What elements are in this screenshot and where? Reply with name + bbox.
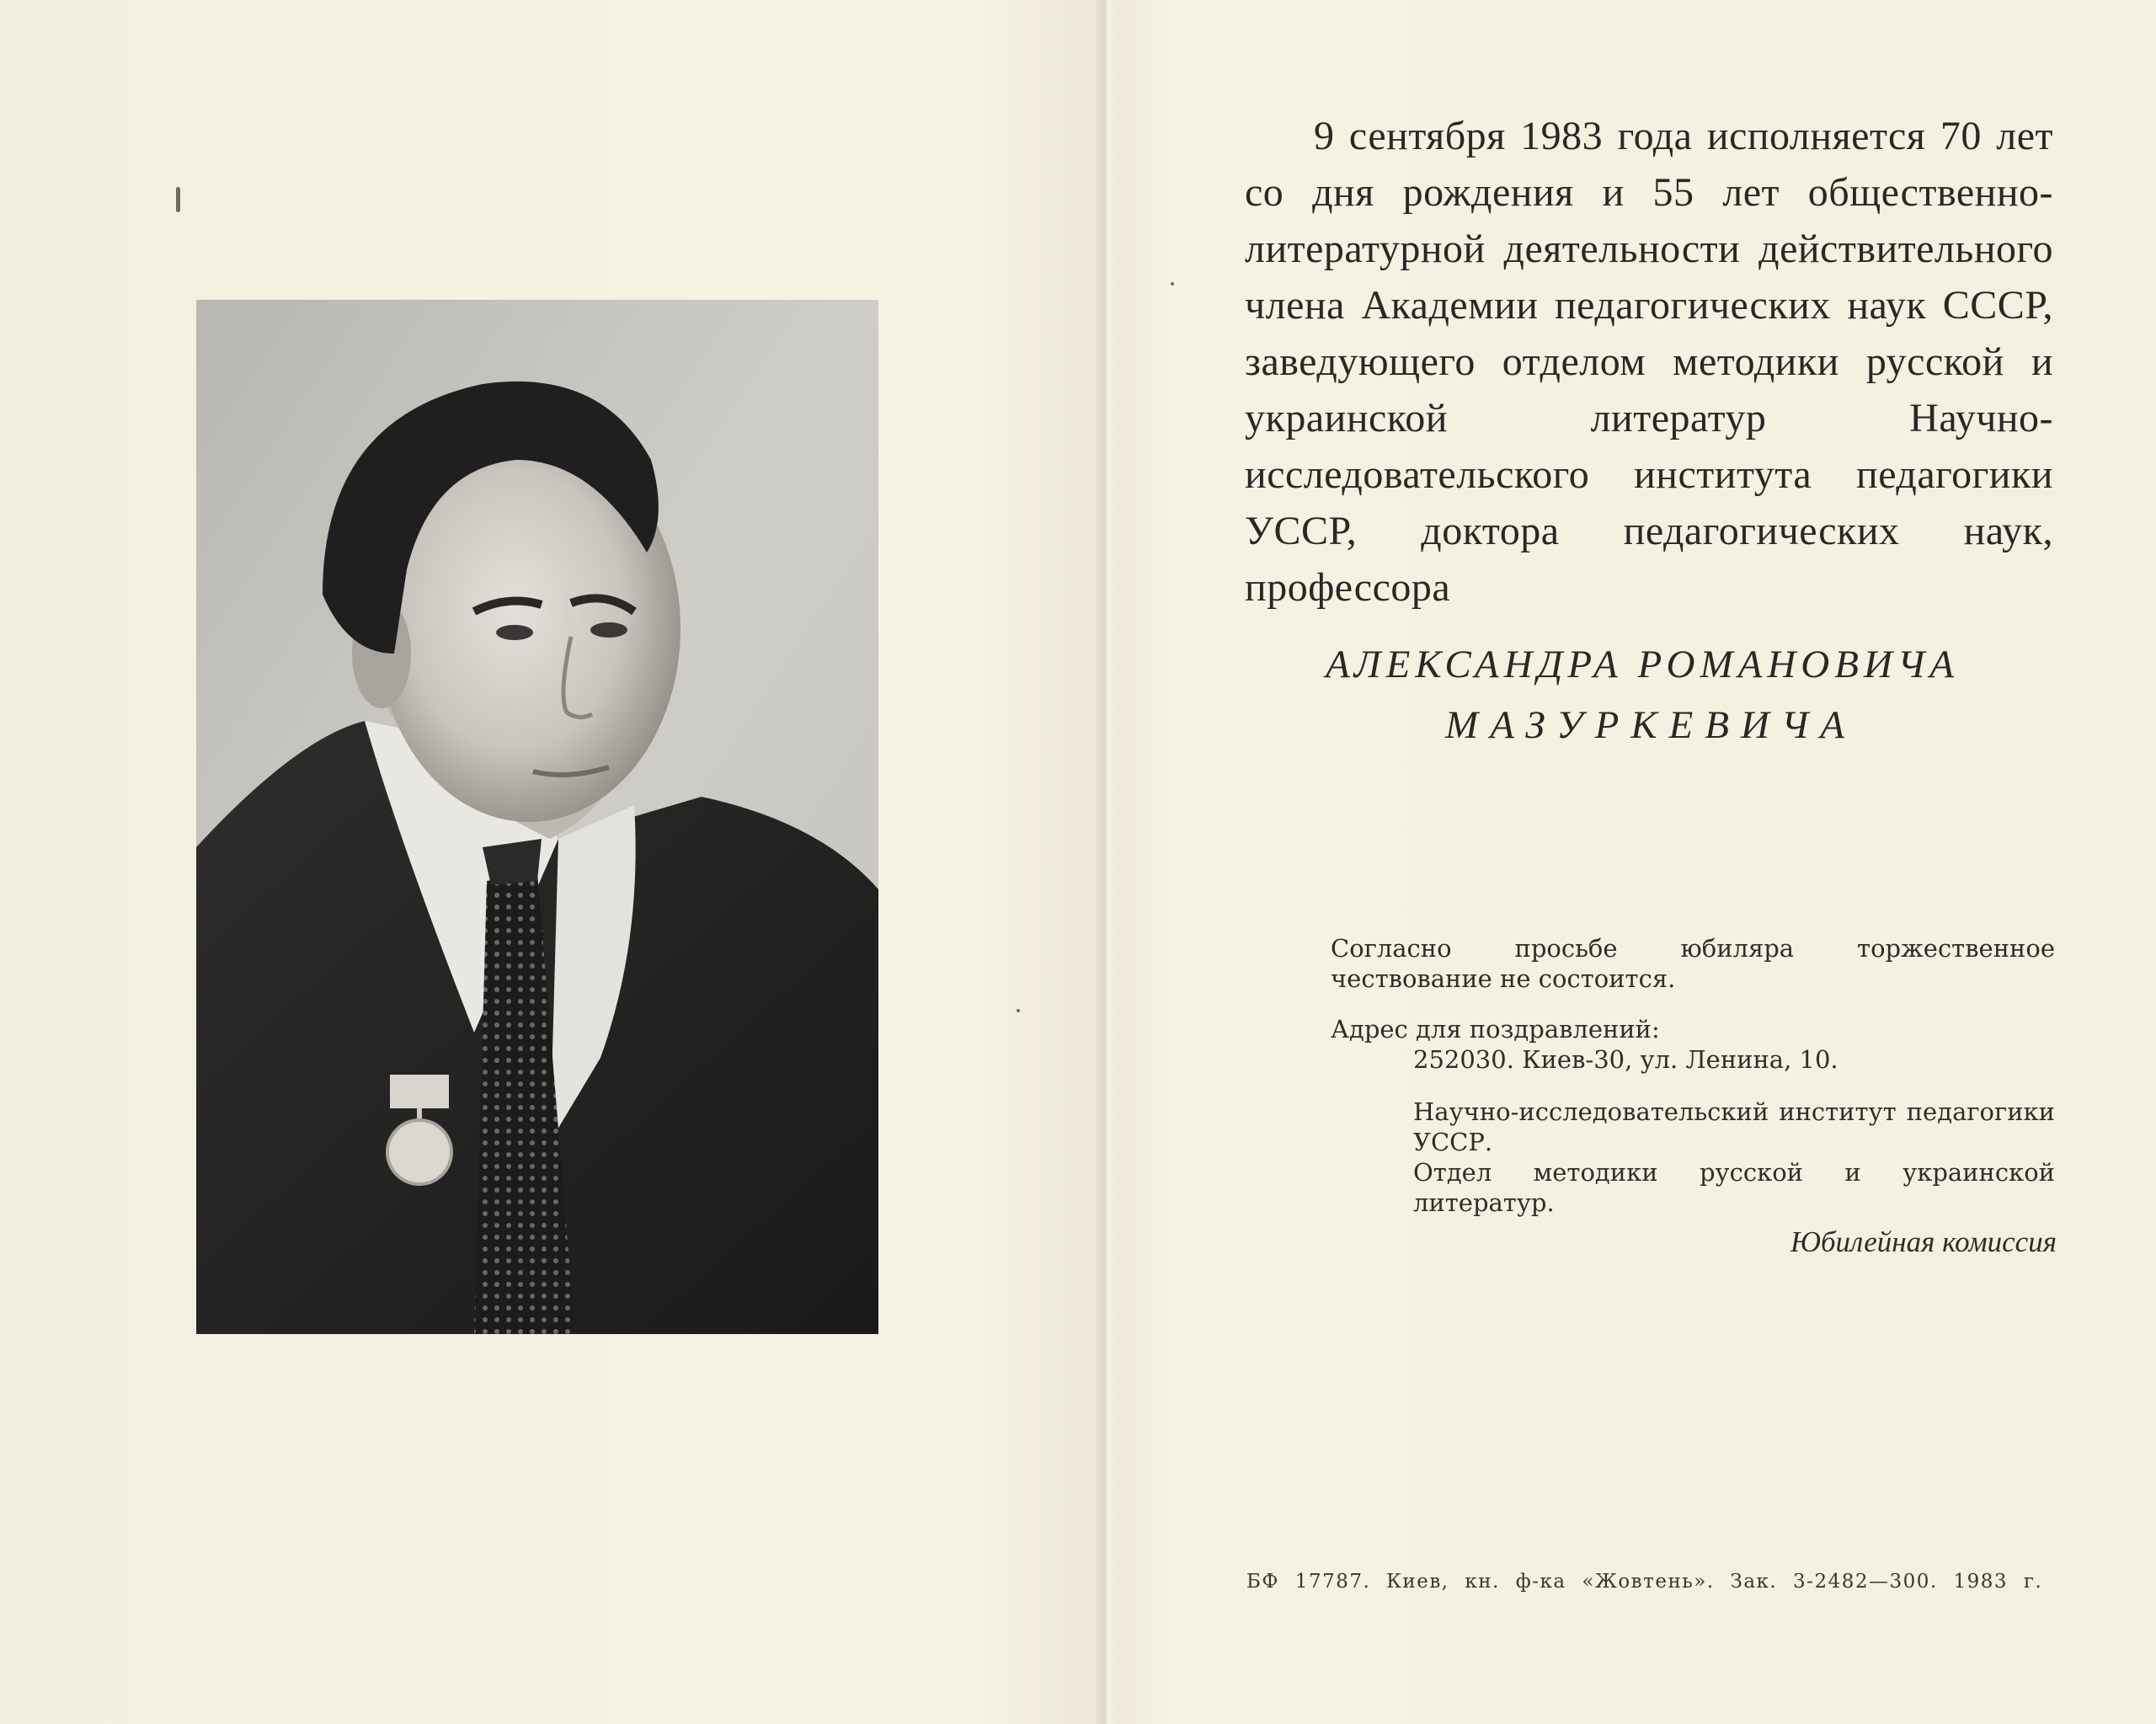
page-fold bbox=[1095, 0, 1117, 1724]
right-page bbox=[1230, 0, 2072, 1724]
portrait-illustration bbox=[196, 300, 878, 1334]
postal-address: 252030. Киев-30, ул. Ленина, 10. bbox=[1413, 1045, 1838, 1074]
address-label: Адрес для поздравлений: bbox=[1331, 1015, 1660, 1043]
paper-speck bbox=[1017, 1009, 1020, 1012]
signature-line: Юбилейная комиссия bbox=[1790, 1225, 2057, 1258]
printer-imprint: БФ 17787. Киев, кн. ф-ка «Жовтень». Зак. 3-2482—300. 1983 г. bbox=[1246, 1571, 2043, 1593]
cancellation-note: Согласно просьбе юбиляра торжественное чествование не состоится. bbox=[1331, 934, 2055, 993]
notice-block bbox=[1331, 933, 2055, 1218]
intro-paragraph bbox=[1245, 108, 2053, 616]
department-name: Отдел методики русской и украинской литератур. bbox=[1413, 1158, 2055, 1217]
paper-speck bbox=[1171, 282, 1174, 286]
honoree-given-names: АЛЕКСАНДРА РОМАНОВИЧА bbox=[1326, 643, 1959, 686]
paper-speck bbox=[176, 187, 180, 212]
honoree-surname: МАЗУРКЕВИЧА bbox=[1445, 703, 1856, 747]
intro-text: 9 сентября 1983 года исполняется 70 лет со дня рождения и 55 лет общественно-литературной деятельности действительного члена Академии педагогических наук СССР, заведующего отделом методики русской и украинской литератур Научно-исследовательского института педагогики УССР, доктора педагогических наук, профессора bbox=[1245, 114, 2053, 610]
institute-name: Научно-исследовательский институт педагогики УССР. bbox=[1413, 1097, 2055, 1156]
portrait-photo bbox=[196, 300, 878, 1334]
